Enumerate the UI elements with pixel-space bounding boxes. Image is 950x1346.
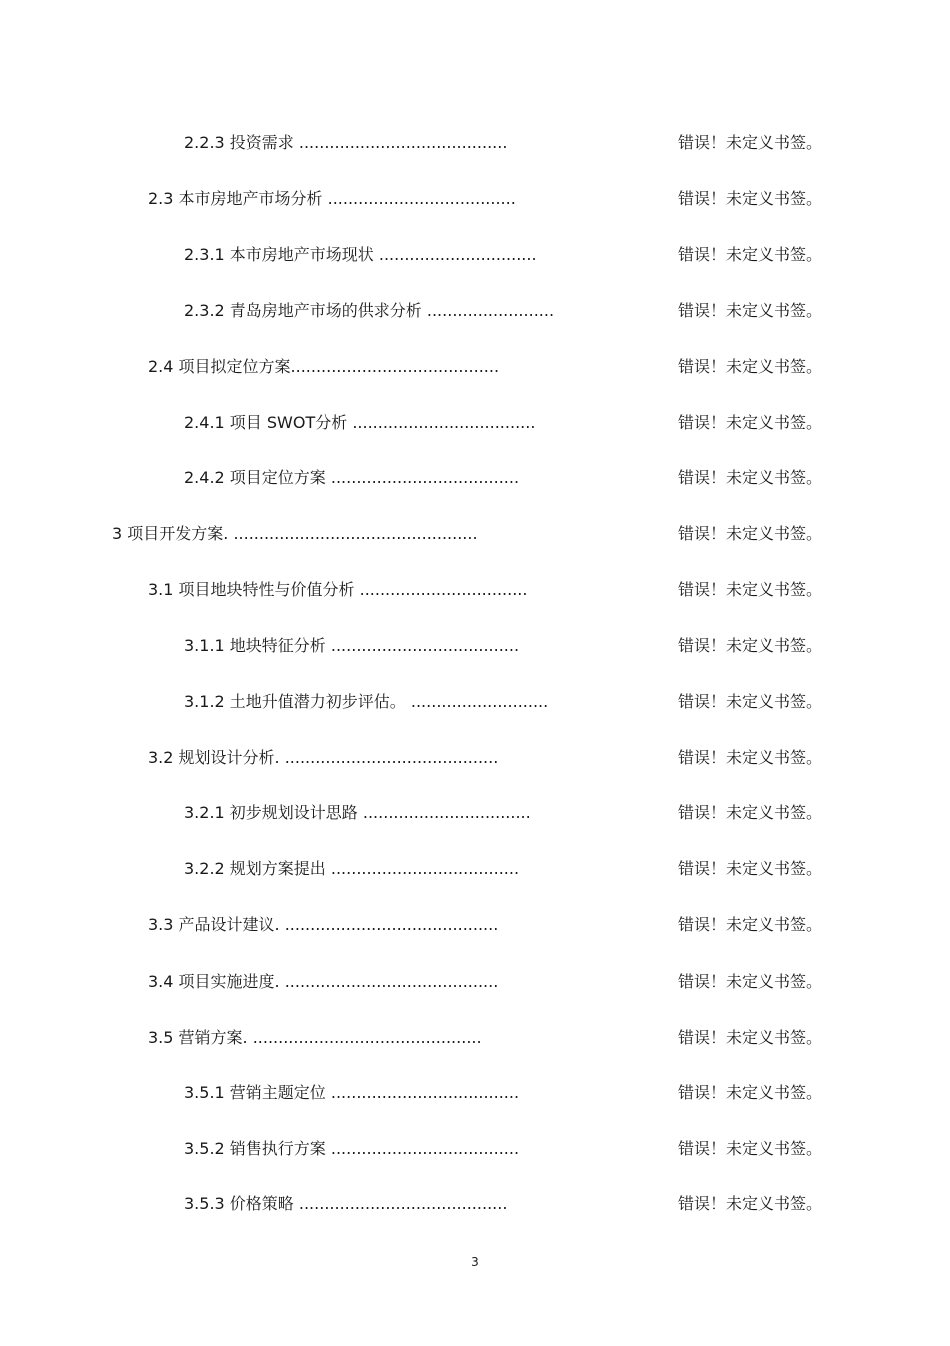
- toc-entry-2-3-2[interactable]: [184, 299, 554, 323]
- toc-entry-text: 3.2 规划设计分析. ..........................................: [148, 748, 499, 767]
- toc-entry-error-text: 错误！未定义书签。: [678, 748, 823, 767]
- toc-entry-text: 3.2.2 规划方案提出 .....................................: [184, 859, 520, 878]
- toc-entry-3-3[interactable]: [148, 913, 498, 937]
- toc-entry-2-4-1[interactable]: [184, 411, 535, 435]
- toc-entry-text: 3.4 项目实施进度. ..........................................: [148, 972, 499, 991]
- toc-entry-error-text: 错误！未定义书签。: [678, 803, 823, 822]
- toc-entry-3-1-1[interactable]: [184, 634, 519, 658]
- toc-entry-3-5-3[interactable]: [184, 1192, 507, 1216]
- toc-entry-text: 3.1 项目地块特性与价值分析 .................................: [148, 580, 528, 599]
- toc-entry-text: 3.5 营销方案. .............................................: [148, 1028, 482, 1047]
- toc-entry-text: 2.3 本市房地产市场分析 .....................................: [148, 189, 516, 208]
- page-number: 3: [471, 1255, 479, 1269]
- toc-entry-3-1-2[interactable]: [184, 690, 548, 714]
- toc-entry-2-3-1[interactable]: [184, 243, 537, 267]
- toc-entry-2-4-2[interactable]: [184, 466, 519, 490]
- toc-entry-error-text: 错误！未定义书签。: [678, 636, 823, 655]
- toc-entry-text: 3 项目开发方案. ................................................: [112, 524, 478, 543]
- toc-entry-error-text: 错误！未定义书签。: [678, 357, 823, 376]
- toc-entry-text: 3.5.2 销售执行方案 .....................................: [184, 1139, 520, 1158]
- toc-entry-text: 2.4 项目拟定位方案.........................................: [148, 357, 500, 376]
- toc-entry-error-text: 错误！未定义书签。: [678, 692, 823, 711]
- toc-entry-3-5-2[interactable]: [184, 1137, 519, 1161]
- toc-entry-2-2-3[interactable]: [184, 131, 507, 155]
- toc-entry-3-2-1[interactable]: [184, 801, 531, 825]
- toc-entry-error-text: 错误！未定义书签。: [678, 1139, 823, 1158]
- toc-entry-3-1[interactable]: [148, 578, 527, 602]
- toc-entry-3-5[interactable]: [148, 1026, 482, 1050]
- toc-entry-error-text: 错误！未定义书签。: [678, 413, 823, 432]
- toc-entry-error-text: 错误！未定义书签。: [678, 1028, 823, 1047]
- toc-entry-error-text: 错误！未定义书签。: [678, 468, 823, 487]
- toc-entry-2-3[interactable]: [148, 187, 516, 211]
- toc-entry-text: 2.4.1 项目 SWOT分析 ....................................: [184, 413, 536, 432]
- toc-entry-error-text: 错误！未定义书签。: [678, 189, 823, 208]
- toc-entry-text: 3.1.1 地块特征分析 .....................................: [184, 636, 520, 655]
- toc-entry-error-text: 错误！未定义书签。: [678, 1083, 823, 1102]
- toc-entry-error-text: 错误！未定义书签。: [678, 133, 823, 152]
- toc-entry-text: 3.5.1 营销主题定位 .....................................: [184, 1083, 520, 1102]
- toc-entry-text: 2.4.2 项目定位方案 .....................................: [184, 468, 520, 487]
- toc-entry-3-2[interactable]: [148, 746, 498, 770]
- toc-entry-error-text: 错误！未定义书签。: [678, 580, 823, 599]
- toc-entry-text: 3.2.1 初步规划设计思路 .................................: [184, 803, 531, 822]
- toc-entry-text: 3.5.3 价格策略 .........................................: [184, 1194, 508, 1213]
- toc-entry-3-2-2[interactable]: [184, 857, 519, 881]
- toc-entry-text: 2.3.1 本市房地产市场现状 ...............................: [184, 245, 537, 264]
- toc-entry-error-text: 错误！未定义书签。: [678, 245, 823, 264]
- toc-entry-3-5-1[interactable]: [184, 1081, 519, 1105]
- toc-entry-error-text: 错误！未定义书签。: [678, 1194, 823, 1213]
- toc-entry-error-text: 错误！未定义书签。: [678, 915, 823, 934]
- toc-entry-error-text: 错误！未定义书签。: [678, 859, 823, 878]
- toc-entry-text: 3.1.2 土地升值潜力初步评估。 ...........................: [184, 692, 549, 711]
- toc-entry-2-4[interactable]: [148, 355, 499, 379]
- toc-entry-3-4[interactable]: [148, 970, 498, 994]
- toc-entry-text: 2.2.3 投资需求 .........................................: [184, 133, 508, 152]
- toc-entry-text: 2.3.2 青岛房地产市场的供求分析 .........................: [184, 301, 555, 320]
- toc-entry-text: 3.3 产品设计建议. ..........................................: [148, 915, 499, 934]
- toc-entry-error-text: 错误！未定义书签。: [678, 301, 823, 320]
- toc-entry-error-text: 错误！未定义书签。: [678, 972, 823, 991]
- toc-entry-3[interactable]: [112, 522, 478, 546]
- toc-entry-error-text: 错误！未定义书签。: [678, 524, 823, 543]
